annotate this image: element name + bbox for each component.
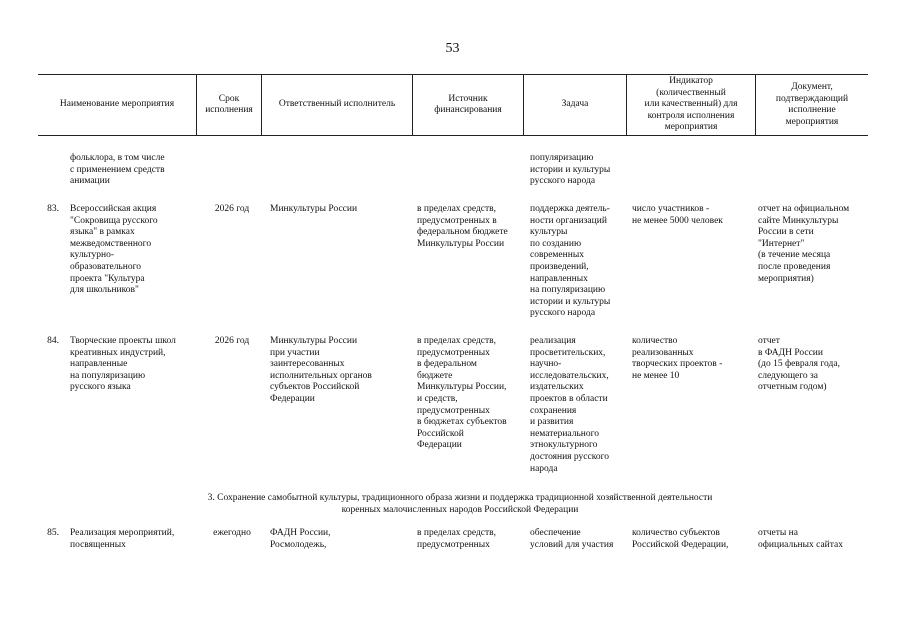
page-number: 53 xyxy=(445,41,460,56)
row-funding: в пределах средств, предусмотренных в федеральном бюджете Минкультуры России, и средств, предусмотренных в бюджетах субъектов Российской Федерации xyxy=(417,336,507,451)
row-term: ежегодно xyxy=(213,528,251,538)
continuation-name: фольклора, в том числе с применением средств анимации xyxy=(70,153,165,187)
header-funding: Источник финансирования xyxy=(434,93,502,115)
header-name: Наименование мероприятия xyxy=(59,99,175,110)
row-indicator: количество реализованных творческих проектов - не менее 10 xyxy=(632,336,723,381)
row-funding: в пределах средств, предусмотренных xyxy=(417,528,497,550)
row-document: отчет в ФАДН России (до 15 февраля года, следующего за отчетным годом) xyxy=(758,336,840,393)
row-number: 84. xyxy=(47,336,59,346)
row-term: 2026 год xyxy=(214,336,250,346)
row-indicator: число участников - не менее 5000 человек xyxy=(632,204,723,226)
continuation-task: популяризацию истории и культуры русского народа xyxy=(530,153,611,187)
header-executor: Ответственный исполнитель xyxy=(278,99,396,110)
row-executor: ФАДН России, Росмолодежь, xyxy=(270,528,331,550)
row-indicator: количество субъектов Российской Федерации, xyxy=(632,528,729,550)
row-funding: в пределах средств, предусмотренных в федеральном бюджете Минкультуры России xyxy=(417,204,508,249)
row-number: 83. xyxy=(47,204,59,214)
row-executor: Минкультуры России xyxy=(270,204,358,214)
header-indicator: Индикатор (количественный или качественный) для контроля исполнения мероприятия xyxy=(644,76,738,133)
row-task: поддержка деятель- ности организаций культуры по созданию современных произведений, направленных на популяризацию истории и культуры русского народа xyxy=(530,204,611,319)
header-task: Задача xyxy=(561,99,589,110)
row-executor: Минкультуры России при участии заинтересованных исполнительных органов субъектов Российской Федерации xyxy=(270,336,372,404)
row-number: 85. xyxy=(47,528,59,538)
row-name: Реализация мероприятий, посвященных xyxy=(70,528,175,550)
row-task: обеспечение условий для участия xyxy=(530,528,614,550)
header-document: Документ, подтверждающий исполнение мероприятия xyxy=(775,82,849,127)
section-title: 3. Сохранение самобытной культуры, традиционного образа жизни и поддержка традиционной хозяйственной деятельности коренных малочисленных народов Российской Федерации xyxy=(207,493,713,515)
row-document: отчет на официальном сайте Минкультуры России в сети "Интернет" (в течение месяца после проведения мероприятия) xyxy=(758,204,850,284)
row-document: отчеты на официальных сайтах xyxy=(758,528,843,550)
table-header xyxy=(38,74,868,136)
header-term: Срок исполнения xyxy=(205,93,253,115)
row-name: Творческие проекты школ креативных индустрий, направленные на популяризацию русского языка xyxy=(70,336,176,393)
row-name: Всероссийская акция "Сокровища русского языка" в рамках межведомственного культурно- образовательного проекта "Культура для школьников" xyxy=(70,204,158,296)
row-task: реализация просветительских, научно- исследовательских, издательских проектов в области сохранения и развития нематериального этнокультурного достояния русского народа xyxy=(530,336,610,474)
row-term: 2026 год xyxy=(214,204,250,214)
